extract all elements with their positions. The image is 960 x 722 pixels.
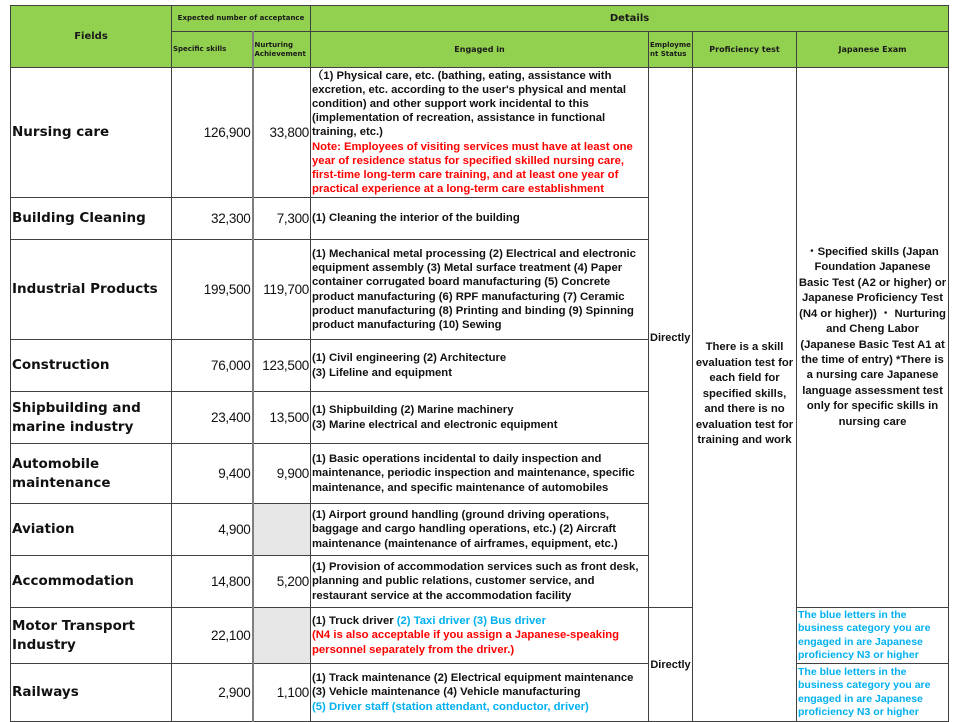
specific-skills-value: 126,900 xyxy=(172,68,253,198)
specific-skills-value: 22,100 xyxy=(172,608,253,664)
header-employment-status: Employme nt Status xyxy=(649,32,693,68)
header-proficiency-test: Proficiency test xyxy=(693,32,797,68)
header-specific-skills: Specific skills xyxy=(172,32,253,68)
specific-skills-value: 9,400 xyxy=(172,444,253,504)
engaged-text: （1) Physical care, etc. (bathing, eating, assistance with excretion, etc. according to the user's physical and mental condition) and other support work incidental to this (implementation of recreation, assistance in functional training, etc.) xyxy=(312,69,627,139)
japanese-exam-blue-note: The blue letters in the business category you are engaged in are Japanese proficiency N3 or higher xyxy=(797,664,949,722)
engaged-line-2: (3) Lifeline and equipment xyxy=(312,366,452,379)
specific-skills-value: 23,400 xyxy=(172,392,253,444)
field-name: Construction xyxy=(11,340,172,392)
engaged-blue: (5) Driver staff (station attendant, conductor, driver) xyxy=(312,700,589,713)
specific-skills-value: 32,300 xyxy=(172,198,253,240)
header-japanese-exam: Japanese Exam xyxy=(797,32,949,68)
engaged-line-2: (3) Marine electrical and electronic equipment xyxy=(312,418,558,431)
header-engaged-in: Engaged in xyxy=(311,32,649,68)
specific-skills-value: 199,500 xyxy=(172,240,253,340)
specific-skills-value: 76,000 xyxy=(172,340,253,392)
nurturing-value-empty xyxy=(253,504,311,556)
nurturing-value: 9,900 xyxy=(253,444,311,504)
nurturing-value: 123,500 xyxy=(253,340,311,392)
japanese-exam-blue-note: The blue letters in the business category you are engaged in are Japanese proficiency N3 or higher xyxy=(797,608,949,664)
field-name: Automobile maintenance xyxy=(11,444,172,504)
engaged-line-2: (3) Vehicle maintenance (4) Vehicle manufacturing xyxy=(312,686,581,699)
table-row xyxy=(11,68,949,198)
nurturing-value: 119,700 xyxy=(253,240,311,340)
engaged-in-cell xyxy=(311,608,649,664)
engaged-text: (1) Provision of accommodation services such as front desk, planning and public relations, customer service, and restaurant service at the accommodation facility xyxy=(311,556,649,608)
field-name: Railways xyxy=(11,664,172,722)
field-name: Industrial Products xyxy=(11,240,172,340)
table-row xyxy=(11,664,949,722)
header-nurturing: Nurturing Achievement xyxy=(253,32,311,68)
header-expected: Expected number of acceptance xyxy=(172,6,311,32)
specific-skills-value: 14,800 xyxy=(172,556,253,608)
engaged-line-1: (1) Track maintenance (2) Electrical equipment maintenance xyxy=(312,672,634,685)
engaged-in-cell xyxy=(311,340,649,392)
engaged-note: Note: Employees of visiting services must have at least one year of residence status for specified skilled nursing care, first-time long-term care training, and at least one year of practical experience at a long-term care establishment xyxy=(312,140,633,196)
engaged-in-cell xyxy=(311,68,649,198)
field-name: Motor Transport Industry xyxy=(11,608,172,664)
field-name: Building Cleaning xyxy=(11,198,172,240)
field-name: Accommodation xyxy=(11,556,172,608)
nurturing-value: 5,200 xyxy=(253,556,311,608)
engaged-black: (1) Truck driver xyxy=(312,615,397,628)
nurturing-value: 33,800 xyxy=(253,68,311,198)
engaged-line-1: (1) Shipbuilding (2) Marine machinery xyxy=(312,404,514,417)
proficiency-test-text: There is a skill evaluation test for each field for specified skills, and there is no evaluation test for training and work xyxy=(693,68,797,722)
nurturing-value: 7,300 xyxy=(253,198,311,240)
engaged-line-1: (1) Civil engineering (2) Architecture xyxy=(312,352,507,365)
engaged-text: (1) Basic operations incidental to daily inspection and maintenance, periodic inspection and maintenance, specific maintenance, and specific maintenance of automobiles xyxy=(311,444,649,504)
nurturing-value: 13,500 xyxy=(253,392,311,444)
field-name: Aviation xyxy=(11,504,172,556)
engaged-text: (1) Airport ground handling (ground driving operations, baggage and cargo handling operations, etc.) (2) Aircraft maintenance (maintenance of airframes, equipment, etc.) xyxy=(311,504,649,556)
field-name: Shipbuilding and marine industry xyxy=(11,392,172,444)
header-fields: Fields xyxy=(11,6,172,68)
japanese-exam-main: ・Specified skills (Japan Foundation Japanese Basic Test (A2 or higher) or Japanese Proficiency Test (N4 or higher)) ・ Nurturing and Cheng Labor (Japanese Basic Test A1 at the time of entry) *There is a nursing care Japanese language assessment test only for specific skills in nursing care xyxy=(797,68,949,608)
nurturing-value-empty xyxy=(253,608,311,664)
header-details: Details xyxy=(311,6,949,32)
acceptance-table xyxy=(10,5,949,722)
nurturing-value: 1,100 xyxy=(253,664,311,722)
engaged-note: (N4 is also acceptable if you assign a Japanese-speaking personnel separately from the driver.) xyxy=(312,629,620,656)
engaged-blue: (2) Taxi driver (3) Bus driver xyxy=(396,615,546,628)
field-name: Nursing care xyxy=(11,68,172,198)
engaged-in-cell xyxy=(311,392,649,444)
specific-skills-value: 4,900 xyxy=(172,504,253,556)
table-row xyxy=(11,608,949,664)
engaged-text: (1) Cleaning the interior of the building xyxy=(311,198,649,240)
employment-status-group1: Directly xyxy=(649,68,693,608)
employment-status-group2: Directly xyxy=(649,608,693,722)
engaged-text: (1) Mechanical metal processing (2) Electrical and electronic equipment assembly (3) Metal surface treatment (4) Paper container corrugated board manufacturing (5) Concrete product manufacturing (6) RPF manufacturing (7) Ceramic product manufacturing (8) Printing and binding (9) Spinning product manufacturing (10) Sewing xyxy=(311,240,649,340)
specific-skills-value: 2,900 xyxy=(172,664,253,722)
engaged-in-cell xyxy=(311,664,649,722)
